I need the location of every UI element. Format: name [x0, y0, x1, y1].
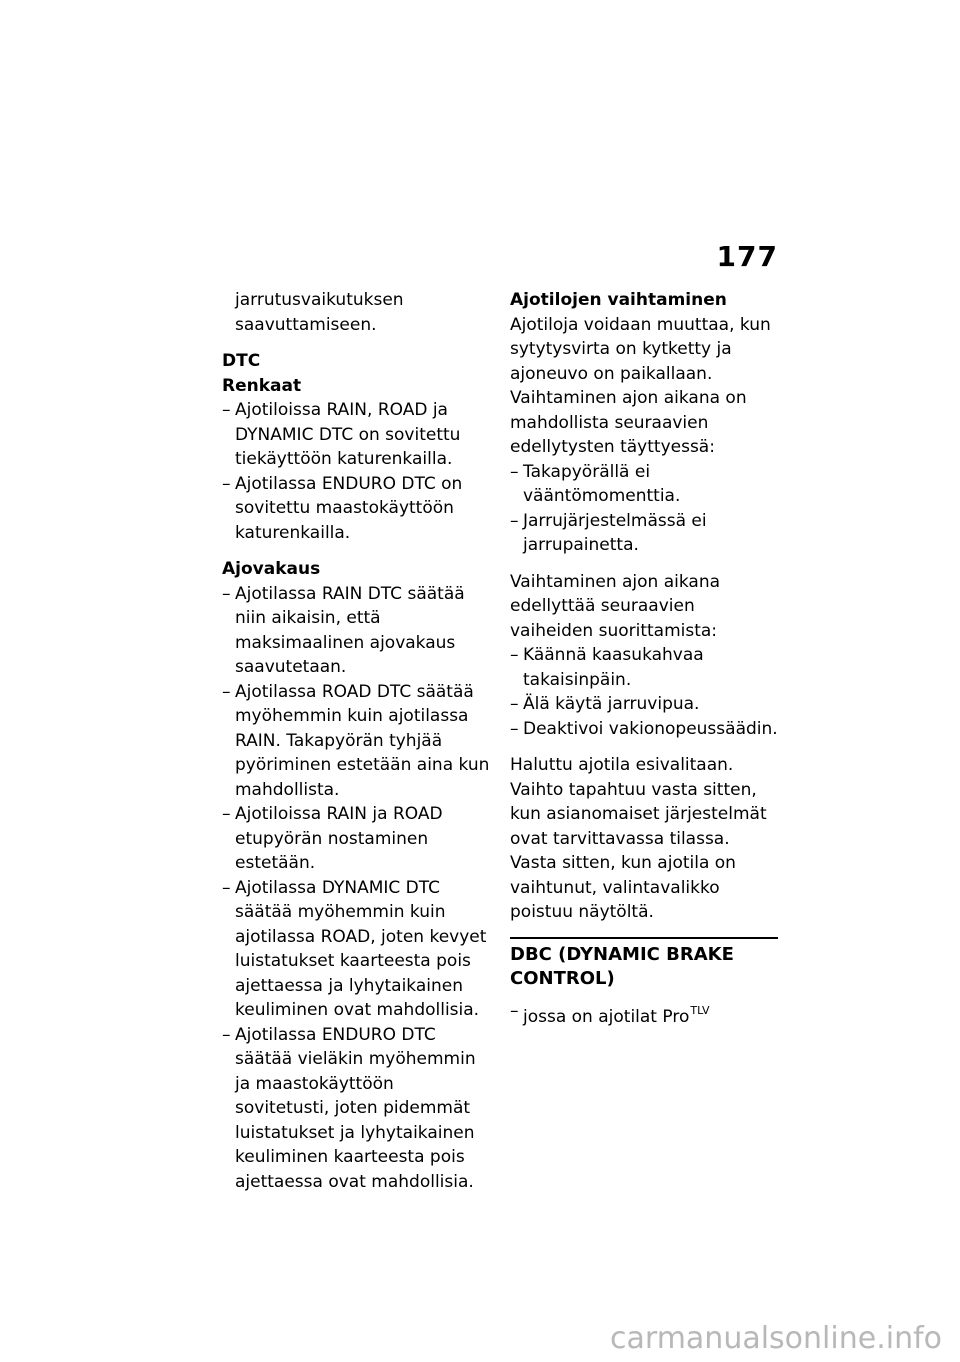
ajovakaus-heading: Ajovakaus	[222, 559, 321, 579]
vaiheet-text: Vaihtaminen ajon aikana edellyttää seuraavien vaiheiden suorittamista:	[510, 571, 721, 641]
list-item: – Ajotiloissa RAIN ja ROAD etupyörän nostaminen estetään.	[222, 802, 490, 876]
dbc-heading: DBC (DYNAMIC BRAKE CONTROL)	[510, 943, 734, 989]
renkaat-heading: Renkaat	[222, 375, 302, 396]
page-number: 177	[716, 240, 778, 273]
list-item: – Ajotilassa ENDURO DTC on sovitettu maastokäyttöön katurenkailla.	[222, 472, 490, 546]
vaiheet-list	[510, 643, 778, 741]
dtc-heading: DTC	[222, 351, 261, 371]
dbc-note-list	[510, 999, 778, 1030]
vaihtaminen-text: Ajotiloja voidaan muuttaa, kun sytytysvirta on kytketty ja ajoneuvo on paikallaan. Vaihtaminen ajon aikana on mahdollista seuraavien edellytysten täyttyessä:	[510, 314, 771, 457]
list-item: – Käännä kaasukahvaa takaisinpäin.	[510, 643, 778, 692]
list-item: – Takapyörällä ei vääntömomenttia.	[510, 460, 778, 509]
ajovakaus-list	[222, 582, 490, 1195]
list-item: – Ajotilassa DYNAMIC DTC säätää myöhemmin kuin ajotilassa ROAD, joten kevyet luistatukset kaarteesta pois ajettaessa ja lyhytaikainen keuliminen ovat mahdollisia.	[222, 876, 490, 1023]
dbc-note: jossa on ajotilat Pro	[523, 1006, 690, 1027]
list-item	[510, 999, 778, 1030]
edellytykset-list	[510, 460, 778, 558]
left-column	[222, 288, 490, 1206]
list-item: – Ajotilassa ENDURO DTC säätää vieläkin myöhemmin ja maastokäyttöön sovitetusti, joten pidemmät luistatukset ja lyhytaikainen keuliminen kaarteesta pois ajettaessa ovat mahdollisia.	[222, 1023, 490, 1195]
section-divider	[510, 937, 778, 939]
right-column	[510, 288, 778, 1041]
intro-text: jarrutusvaikutuksen saavuttamiseen.	[235, 290, 404, 335]
watermark: carmanualsonline.info	[610, 1321, 942, 1356]
list-item: – Ajotiloissa RAIN, ROAD ja DYNAMIC DTC on sovitettu tiekäyttöön katurenkailla.	[222, 398, 490, 472]
dbc-note-superscript: TLV	[690, 1003, 710, 1017]
list-item: – Ajotilassa RAIN DTC säätää niin aikaisin, että maksimaalinen ajovakaus saavutetaan.	[222, 582, 490, 680]
renkaat-list	[222, 398, 490, 545]
list-item: – Älä käytä jarruvipua.	[510, 692, 778, 717]
list-item: – Deaktivoi vakionopeussäädin.	[510, 717, 778, 742]
vaihtaminen-heading: Ajotilojen vaihtaminen	[510, 290, 727, 310]
list-item: – Jarrujärjestelmässä ei jarrupainetta.	[510, 509, 778, 558]
list-item: – Ajotilassa ROAD DTC säätää myöhemmin kuin ajotilassa RAIN. Takapyörän tyhjää pyöriminen estetään aina kun mahdollista.	[222, 680, 490, 803]
esivalitaan-text: Haluttu ajotila esivalitaan. Vaihto tapahtuu vasta sitten, kun asianomaiset järjestelmät ovat tarvittavassa tilassa. Vasta sitten, kun ajotila on vaihtunut, valintavalikko poistuu näytöltä.	[510, 755, 767, 922]
